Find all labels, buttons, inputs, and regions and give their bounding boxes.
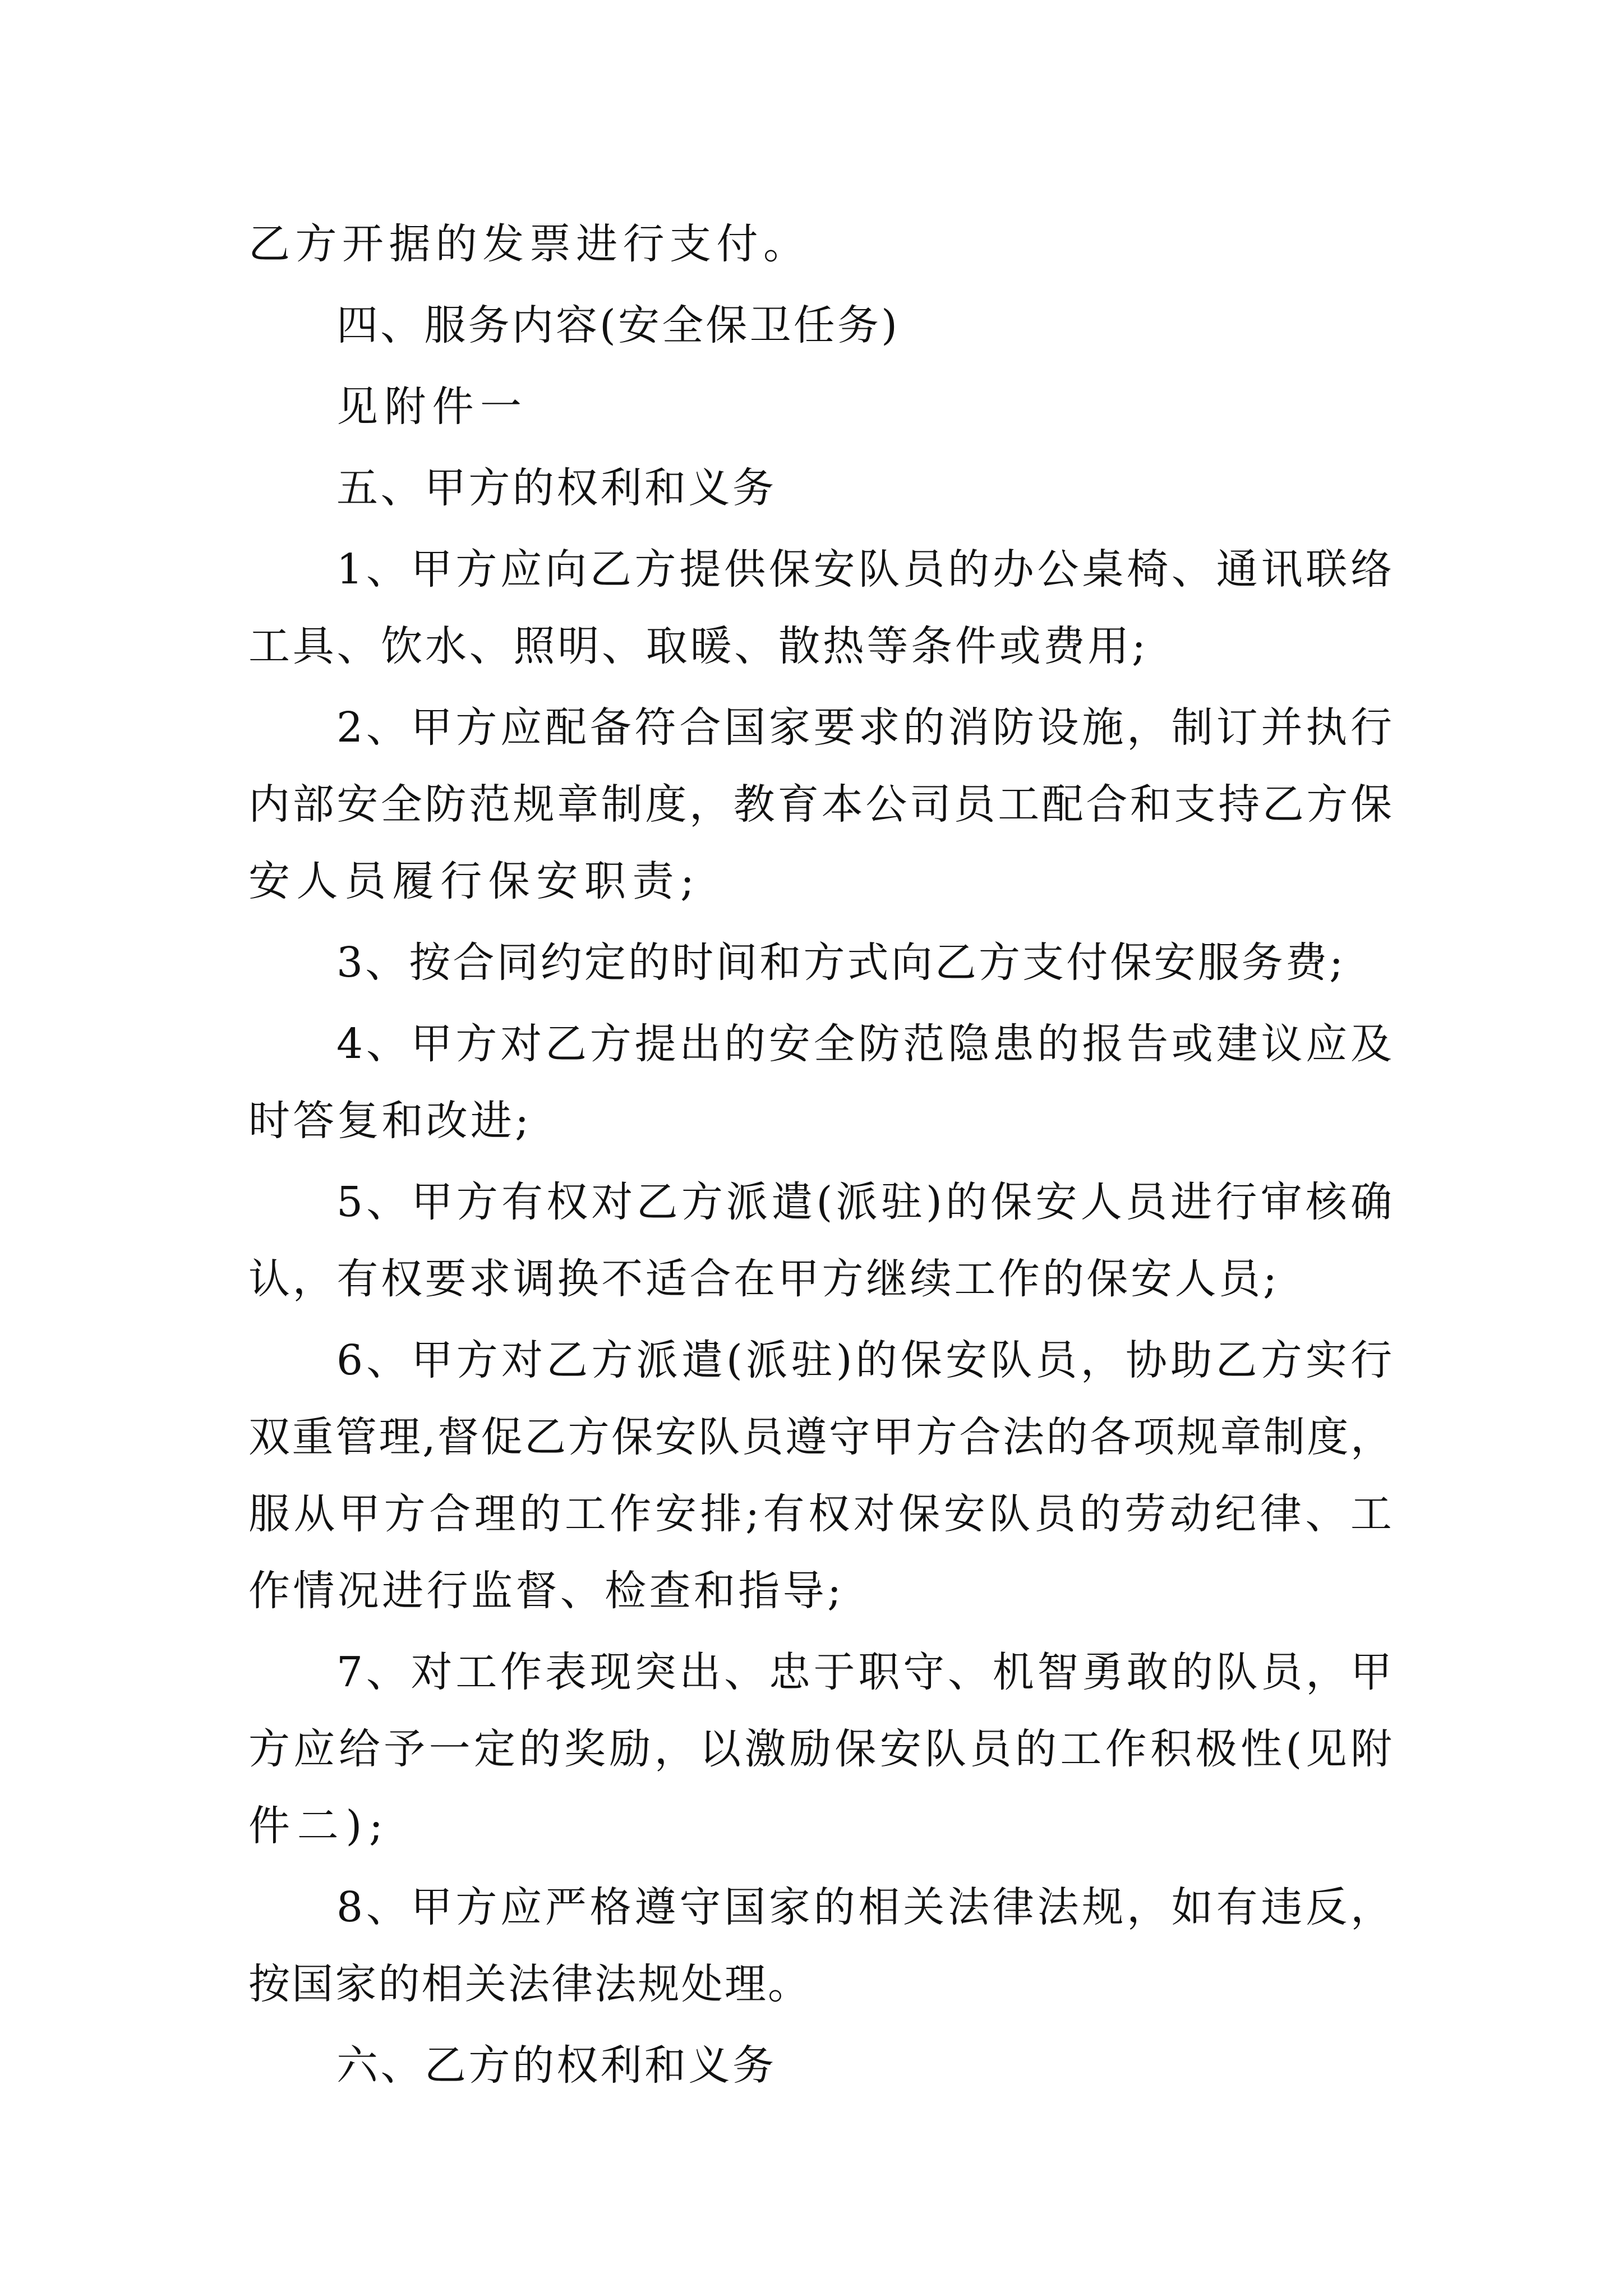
- paragraph-line: 件二);: [248, 1802, 390, 1850]
- paragraph-line: 工具、饮水、照明、取暖、散热等条件或费用;: [248, 622, 1149, 670]
- paragraph-line: 3、按合同约定的时间和方式向乙方支付保安服务费;: [336, 938, 1346, 987]
- section-heading: 六、乙方的权利和义务: [336, 2041, 777, 2090]
- paragraph-line: 认，有权要求调换不适合在甲方继续工作的保安人员;: [248, 1255, 1280, 1303]
- paragraph-line: 7、对工作表现突出、忠于职守、机智勇敢的队员，甲: [336, 1648, 1395, 1696]
- section-heading: 五、甲方的权利和义务: [336, 464, 777, 512]
- paragraph-line: 服从甲方合理的工作安排;有权对保安队员的劳动纪律、工: [248, 1490, 1396, 1538]
- paragraph-line: 时答复和改进;: [248, 1097, 532, 1145]
- paragraph-line: 6、甲方对乙方派遣(派驻)的保安队员，协助乙方实行: [336, 1336, 1396, 1384]
- paragraph-line: 见附件一: [336, 383, 528, 431]
- paragraph-line: 方应给予一定的奖励，以激励保安队员的工作积极性(见附: [248, 1725, 1396, 1773]
- paragraph-line: 4、甲方对乙方提出的安全防范隐患的报告或建议应及: [336, 1020, 1395, 1068]
- section-heading: 四、服务内容(安全保卫任务): [336, 301, 900, 349]
- paragraph-line: 按国家的相关法律法规处理。: [248, 1960, 811, 2008]
- paragraph-line: 双重管理,督促乙方保安队员遵守甲方合法的各项规章制度，: [248, 1413, 1394, 1461]
- paragraph-line: 8、甲方应严格遵守国家的相关法律法规，如有违反，: [336, 1883, 1395, 1931]
- paragraph-line: 内部安全防范规章制度，教育本公司员工配合和支持乙方保: [248, 780, 1395, 829]
- paragraph-line: 2、甲方应配备符合国家要求的消防设施，制订并执行: [336, 703, 1395, 752]
- paragraph-line: 作情况进行监督、检查和指导;: [248, 1567, 845, 1615]
- paragraph-line: 乙方开据的发票进行支付。: [248, 220, 810, 268]
- paragraph-line: 5、甲方有权对乙方派遣(派驻)的保安人员进行审核确: [336, 1178, 1396, 1226]
- paragraph-line: 安人员履行保安职责;: [248, 857, 701, 905]
- paragraph-line: 1、甲方应向乙方提供保安队员的办公桌椅、通讯联络: [336, 545, 1395, 593]
